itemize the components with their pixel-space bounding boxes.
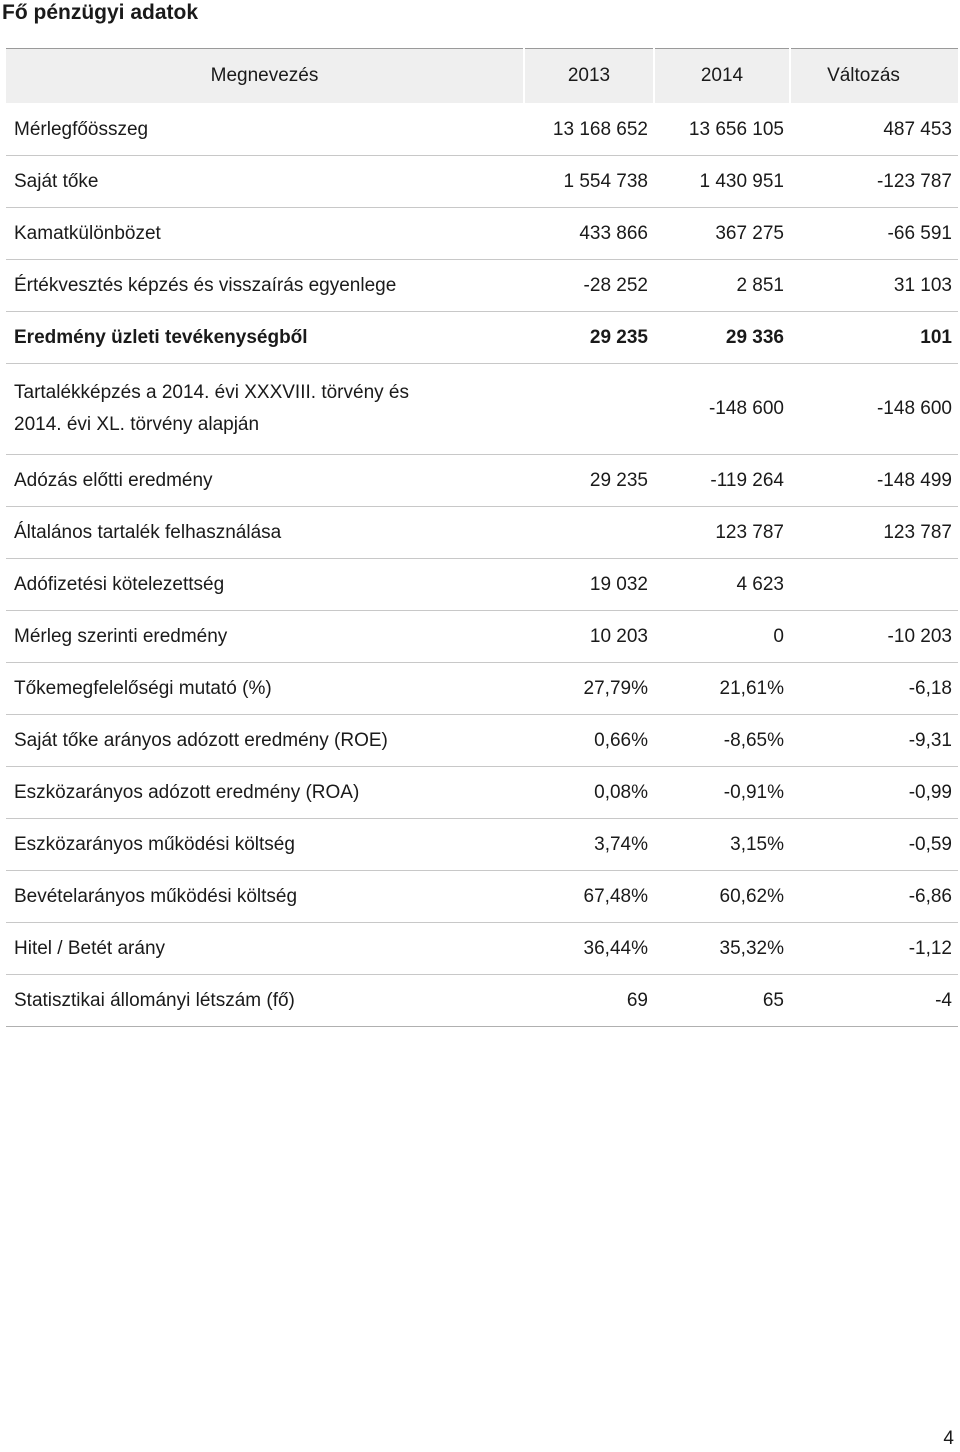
- value-2014: 4 623: [654, 559, 790, 611]
- financial-data-table: [6, 48, 958, 1027]
- table-row: [6, 312, 958, 364]
- table-row: [6, 923, 958, 975]
- value-2014: -119 264: [654, 455, 790, 507]
- row-label: Hitel / Betét arány: [6, 923, 524, 975]
- financial-table-container: [6, 48, 958, 1027]
- value-2014: 35,32%: [654, 923, 790, 975]
- row-label: Kamatkülönbözet: [6, 208, 524, 260]
- value-change: -148 600: [790, 364, 958, 455]
- value-change: -148 499: [790, 455, 958, 507]
- table-row: [6, 767, 958, 819]
- value-2013: 27,79%: [524, 663, 654, 715]
- value-2014: 60,62%: [654, 871, 790, 923]
- value-2013: [524, 507, 654, 559]
- table-row: [6, 507, 958, 559]
- header-2013: 2013: [524, 49, 654, 104]
- value-2014: -0,91%: [654, 767, 790, 819]
- value-change: -9,31: [790, 715, 958, 767]
- value-2014: 21,61%: [654, 663, 790, 715]
- value-change: -0,99: [790, 767, 958, 819]
- value-change: -123 787: [790, 156, 958, 208]
- value-change: -0,59: [790, 819, 958, 871]
- value-2014: 1 430 951: [654, 156, 790, 208]
- header-row: [6, 49, 958, 104]
- value-2013: 67,48%: [524, 871, 654, 923]
- table-row: [6, 611, 958, 663]
- table-row: [6, 104, 958, 156]
- row-label: Tőkemegfelelőségi mutató (%): [6, 663, 524, 715]
- value-2013: 0,66%: [524, 715, 654, 767]
- value-change: -6,18: [790, 663, 958, 715]
- row-label: Adófizetési kötelezettség: [6, 559, 524, 611]
- value-2014: -148 600: [654, 364, 790, 455]
- value-2013: -28 252: [524, 260, 654, 312]
- value-2013: 69: [524, 975, 654, 1027]
- table-row: [6, 364, 958, 455]
- row-label: Saját tőke arányos adózott eredmény (ROE): [6, 715, 524, 767]
- table-row: [6, 975, 958, 1027]
- value-2013: 13 168 652: [524, 104, 654, 156]
- table-row: [6, 871, 958, 923]
- table-header: [6, 49, 958, 104]
- value-2014: 29 336: [654, 312, 790, 364]
- value-2013: [524, 364, 654, 455]
- value-change: 487 453: [790, 104, 958, 156]
- table-row: [6, 455, 958, 507]
- value-2014: 3,15%: [654, 819, 790, 871]
- value-2013: 433 866: [524, 208, 654, 260]
- table-row: [6, 819, 958, 871]
- row-label: Tartalékképzés a 2014. évi XXXVIII. törvény és 2014. évi XL. törvény alapján: [6, 364, 524, 455]
- table-row: [6, 663, 958, 715]
- value-change: -66 591: [790, 208, 958, 260]
- table-row: [6, 208, 958, 260]
- row-label: Bevételarányos működési költség: [6, 871, 524, 923]
- value-2013: 3,74%: [524, 819, 654, 871]
- table-row: [6, 715, 958, 767]
- row-label: Statisztikai állományi létszám (fő): [6, 975, 524, 1027]
- header-2014: 2014: [654, 49, 790, 104]
- row-label: Adózás előtti eredmény: [6, 455, 524, 507]
- value-2013: 29 235: [524, 455, 654, 507]
- value-change: [790, 559, 958, 611]
- value-change: -1,12: [790, 923, 958, 975]
- header-name: Megnevezés: [6, 49, 524, 104]
- page-number: 4: [943, 1428, 954, 1449]
- value-2014: 13 656 105: [654, 104, 790, 156]
- row-label: Mérleg szerinti eredmény: [6, 611, 524, 663]
- value-2013: 1 554 738: [524, 156, 654, 208]
- value-2013: 0,08%: [524, 767, 654, 819]
- row-label: Saját tőke: [6, 156, 524, 208]
- value-2014: 0: [654, 611, 790, 663]
- table-body: [6, 104, 958, 1027]
- row-label: Mérlegfőösszeg: [6, 104, 524, 156]
- value-2014: 367 275: [654, 208, 790, 260]
- table-row: [6, 260, 958, 312]
- value-2014: 65: [654, 975, 790, 1027]
- row-label: Eszközarányos működési költség: [6, 819, 524, 871]
- row-label: Eredmény üzleti tevékenységből: [6, 312, 524, 364]
- row-label: Értékvesztés képzés és visszaírás egyenlege: [6, 260, 524, 312]
- value-change: -4: [790, 975, 958, 1027]
- value-2013: 29 235: [524, 312, 654, 364]
- row-label: Általános tartalék felhasználása: [6, 507, 524, 559]
- value-2013: 10 203: [524, 611, 654, 663]
- page-title: Fő pénzügyi adatok: [2, 1, 199, 24]
- value-2013: 36,44%: [524, 923, 654, 975]
- value-change: 31 103: [790, 260, 958, 312]
- table-row: [6, 156, 958, 208]
- value-change: -10 203: [790, 611, 958, 663]
- value-2013: 19 032: [524, 559, 654, 611]
- value-2014: -8,65%: [654, 715, 790, 767]
- value-2014: 2 851: [654, 260, 790, 312]
- value-change: 101: [790, 312, 958, 364]
- header-change: Változás: [790, 49, 958, 104]
- table-row: [6, 559, 958, 611]
- value-change: 123 787: [790, 507, 958, 559]
- row-label: Eszközarányos adózott eredmény (ROA): [6, 767, 524, 819]
- value-change: -6,86: [790, 871, 958, 923]
- value-2014: 123 787: [654, 507, 790, 559]
